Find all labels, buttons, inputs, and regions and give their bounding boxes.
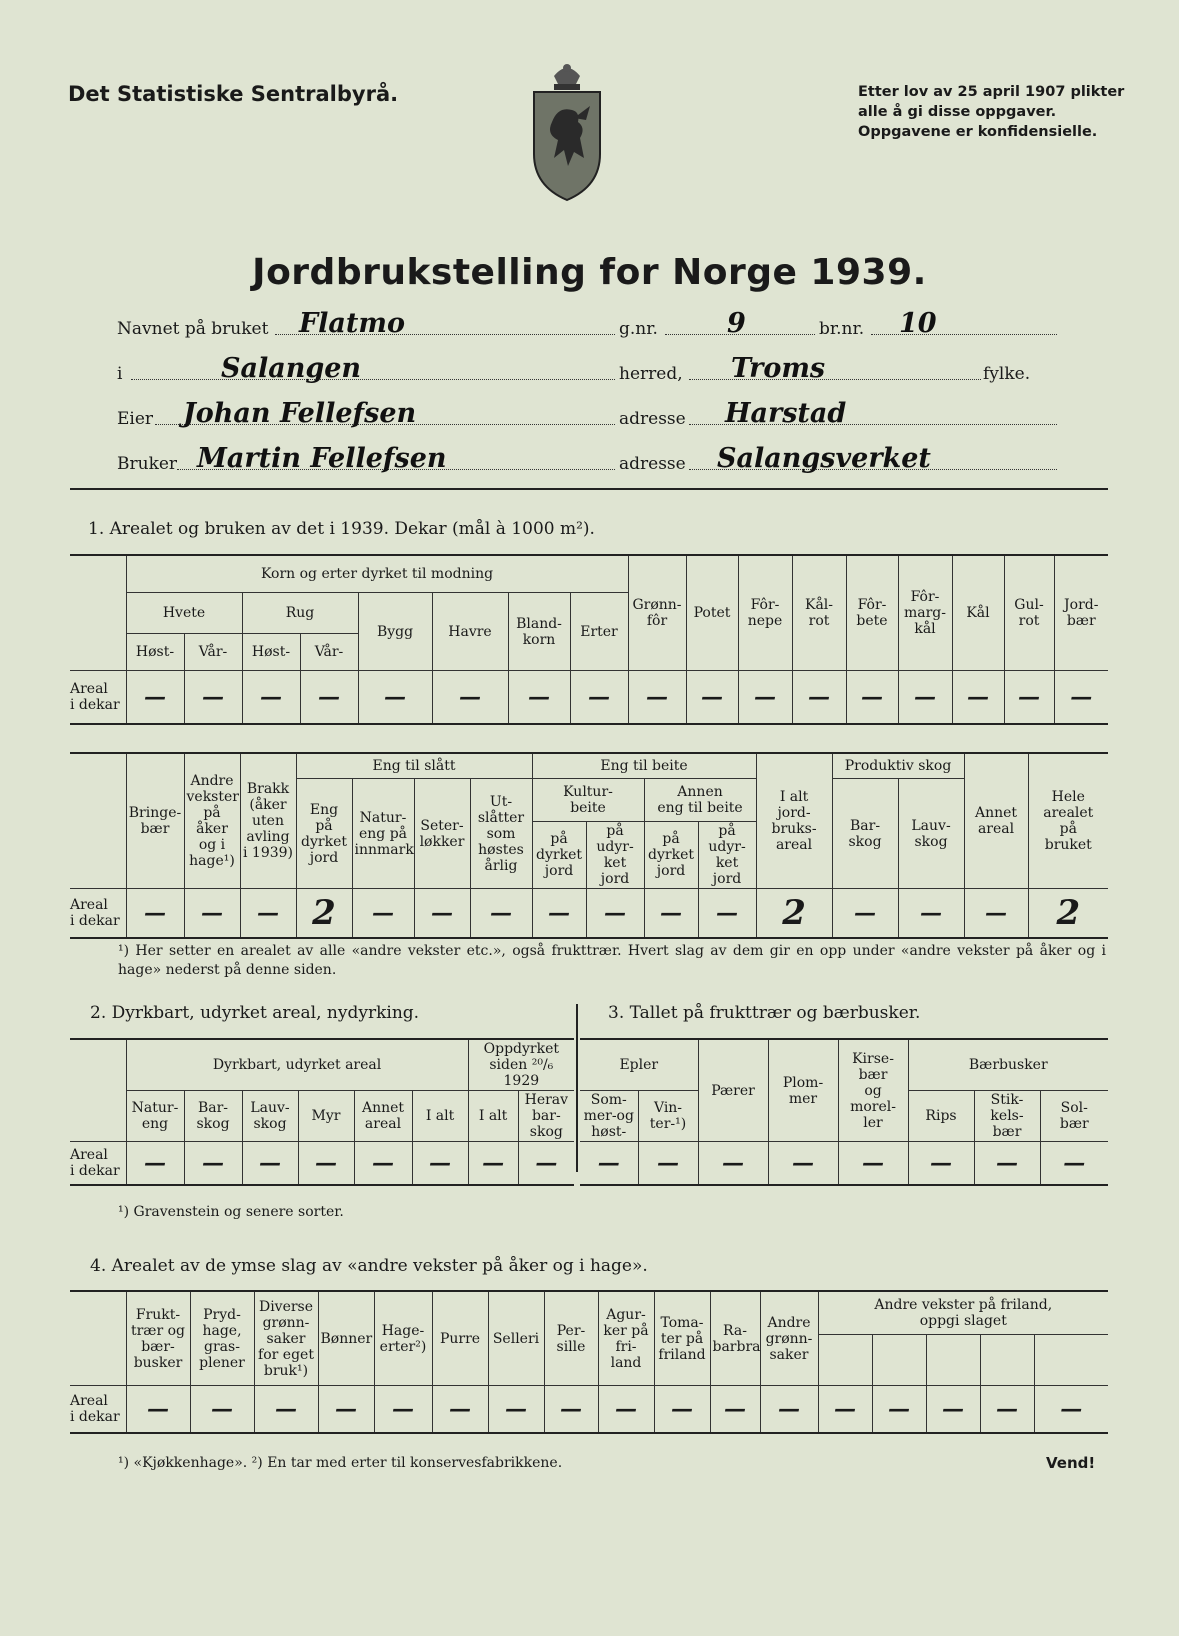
korn-header: Korn og erter dyrket til modning xyxy=(126,555,628,593)
annen-eng-header: Annen eng til beite xyxy=(644,779,756,822)
col-oppdyrket-ialt: I alt xyxy=(468,1091,518,1142)
value-cell[interactable]: — xyxy=(818,1386,872,1434)
confidentiality-notice xyxy=(858,82,1124,142)
value-cell[interactable]: — xyxy=(414,889,470,939)
col-ialt: I alt xyxy=(412,1091,468,1142)
value-cell[interactable]: — xyxy=(508,671,570,725)
herred-label: herred, xyxy=(619,364,683,384)
col-utslatter: Ut- slåtter som høstes årlig xyxy=(470,779,532,889)
col-hele-arealet: Hele arealet på bruket xyxy=(1028,753,1108,889)
col-hvete-host: Høst- xyxy=(126,634,184,671)
friland-blank-col[interactable] xyxy=(926,1335,980,1386)
col-agurker: Agur- ker på fri- land xyxy=(598,1291,654,1386)
friland-blank-col[interactable] xyxy=(818,1335,872,1386)
bruker-adresse-label: adresse xyxy=(619,454,686,474)
value-cell[interactable]: — xyxy=(126,889,184,939)
field-row-herred xyxy=(117,353,1057,386)
value-cell[interactable]: — xyxy=(242,671,300,725)
col-rug-host: Høst- xyxy=(242,634,300,671)
section-2-footnote: ¹) Gravenstein og senere sorter. xyxy=(118,1204,344,1220)
value-cell[interactable]: — xyxy=(644,889,698,939)
eier-label: Eier xyxy=(117,409,154,429)
col-hageerter: Hage- erter²) xyxy=(374,1291,432,1386)
col-rips: Rips xyxy=(908,1091,974,1142)
col-rug-var: Vår- xyxy=(300,634,358,671)
value-cell[interactable]: — xyxy=(532,889,586,939)
section-4-table xyxy=(70,1290,1108,1434)
col-lauvskog: Lauv- skog xyxy=(242,1091,298,1142)
bruker-label: Bruker xyxy=(117,454,178,474)
value-cell[interactable]: — xyxy=(190,1386,254,1434)
col-kalrot: Kål- rot xyxy=(792,555,846,671)
value-cell[interactable]: — xyxy=(432,671,508,725)
eier-value[interactable]: Johan Fellefsen xyxy=(183,398,417,429)
col-bonner: Bønner xyxy=(318,1291,374,1386)
brnr-value[interactable]: 10 xyxy=(899,308,937,339)
value-cell[interactable]: — xyxy=(358,671,432,725)
col-sommer-host: Som- mer-og høst- xyxy=(580,1091,638,1142)
value-cell[interactable]: — xyxy=(952,671,1004,725)
value-cell[interactable]: — xyxy=(254,1386,318,1434)
value-cell[interactable]: — xyxy=(544,1386,598,1434)
value-cell[interactable]: — xyxy=(908,1142,974,1186)
vend-note: Vend! xyxy=(1046,1454,1096,1472)
col-annet-areal: Annet areal xyxy=(354,1091,412,1142)
value-cell[interactable]: — xyxy=(240,889,296,939)
value-cell[interactable]: — xyxy=(126,671,184,725)
section-4-footnote: ¹) «Kjøkkenhage». ²) En tar med erter til konservesfabrikkene. xyxy=(118,1455,563,1471)
col-forbete: Fôr- bete xyxy=(846,555,898,671)
section-1-footnote: ¹) Her setter en arealet av alle «andre vekster etc.», også frukttrær. Hvert slag av dem gir en opp under «andre vekster på åker og i hage» nederst på denne siden. xyxy=(118,943,1106,978)
col-bringebaer: Bringe- bær xyxy=(126,753,184,889)
col-purre: Purre xyxy=(432,1291,488,1386)
value-cell[interactable]: — xyxy=(352,889,414,939)
col-tomater: Toma- ter på friland xyxy=(654,1291,710,1386)
row-label: Areal i dekar xyxy=(70,1386,126,1434)
col-barskog: Bar- skog xyxy=(832,779,898,889)
col-andre-gronnsaker: Andre grønn- saker xyxy=(760,1291,818,1386)
col-paerer: Pærer xyxy=(698,1039,768,1142)
col-diverse-gronnsaker: Diverse grønn- saker for eget bruk¹) xyxy=(254,1291,318,1386)
col-kultur-dyrket: på dyrket jord xyxy=(532,822,586,889)
value-cell[interactable]: — xyxy=(1034,1386,1108,1434)
section-4-heading: 4. Arealet av de ymse slag av «andre vekster på åker og i hage». xyxy=(90,1256,648,1276)
eng-slatt-header: Eng til slått xyxy=(296,753,532,779)
col-rabarbra: Ra- barbra xyxy=(710,1291,760,1386)
gnr-value[interactable]: 9 xyxy=(727,308,746,339)
field-row-bruk xyxy=(117,308,1057,341)
i-label: i xyxy=(117,364,123,384)
col-barskog: Bar- skog xyxy=(184,1091,242,1142)
col-gulrot: Gul- rot xyxy=(1004,555,1054,671)
friland-header: Andre vekster på friland, oppgi slaget xyxy=(818,1291,1108,1335)
col-selleri: Selleri xyxy=(488,1291,544,1386)
value-cell[interactable]: — xyxy=(488,1386,544,1434)
value-cell[interactable]: — xyxy=(792,671,846,725)
value-cell[interactable]: — xyxy=(698,889,756,939)
section-2-heading: 2. Dyrkbart, udyrket areal, nydyrking. xyxy=(90,1003,420,1023)
document-title: Jordbrukstelling for Norge 1939. xyxy=(252,252,927,293)
col-myr: Myr xyxy=(298,1091,354,1142)
col-vinter: Vin- ter-¹) xyxy=(638,1091,698,1142)
section-1-heading: 1. Arealet og bruken av det i 1939. Dekar (mål à 1000 m²). xyxy=(88,519,595,539)
kulturbeite-header: Kultur- beite xyxy=(532,779,644,822)
col-seterlokker: Seter- løkker xyxy=(414,779,470,889)
section-3-table xyxy=(580,1038,1108,1186)
value-cell[interactable]: — xyxy=(698,1142,768,1186)
col-kultur-udyrket: på udyr- ket jord xyxy=(586,822,644,889)
col-stikkelsbaer: Stik- kels- bær xyxy=(974,1091,1040,1142)
section-divider xyxy=(576,1004,578,1172)
value-cell[interactable]: — xyxy=(598,1386,654,1434)
col-ialt-jordbruk: I alt jord- bruks- areal xyxy=(756,753,832,889)
col-annet-areal: Annet areal xyxy=(964,753,1028,889)
section-3-heading: 3. Tallet på frukttrær og bærbusker. xyxy=(608,1003,921,1023)
notice-line: alle å gi disse oppgaver. xyxy=(858,104,1057,120)
value-cell[interactable]: — xyxy=(964,889,1028,939)
friland-blank-col[interactable] xyxy=(872,1335,926,1386)
fylke-label: fylke. xyxy=(983,364,1031,384)
col-fornepe: Fôr- nepe xyxy=(738,555,792,671)
rug-header: Rug xyxy=(242,593,358,634)
value-cell[interactable]: — xyxy=(318,1386,374,1434)
value-cell[interactable]: — xyxy=(974,1142,1040,1186)
section-1-table-land xyxy=(70,752,1108,939)
value-cell[interactable]: — xyxy=(838,1142,908,1186)
row-label: Areal i dekar xyxy=(70,889,126,939)
section-1-table-crops xyxy=(70,554,1108,725)
row-label: Areal i dekar xyxy=(70,671,126,725)
col-kal: Kål xyxy=(952,555,1004,671)
col-andre-vekster: Andre vekster på åker og i hage¹) xyxy=(184,753,240,889)
value-cell[interactable]: — xyxy=(184,889,240,939)
value-cell[interactable]: 2 xyxy=(296,889,352,939)
col-brakk: Brakk (åker uten avling i 1939) xyxy=(240,753,296,889)
value-cell[interactable]: — xyxy=(1004,671,1054,725)
value-cell[interactable]: — xyxy=(638,1142,698,1186)
value-cell[interactable]: — xyxy=(468,1142,518,1186)
value-cell[interactable]: — xyxy=(738,671,792,725)
value-cell[interactable]: — xyxy=(518,1142,574,1186)
value-cell[interactable]: — xyxy=(832,889,898,939)
value-cell[interactable]: — xyxy=(710,1386,760,1434)
value-cell[interactable]: — xyxy=(374,1386,432,1434)
eier-adresse-value[interactable]: Harstad xyxy=(725,398,847,429)
value-cell[interactable]: — xyxy=(686,671,738,725)
value-cell[interactable]: — xyxy=(354,1142,412,1186)
norwegian-coat-of-arms-icon xyxy=(528,62,606,202)
section-2-table xyxy=(70,1038,574,1186)
field-row-bruker xyxy=(117,443,1057,476)
value-cell[interactable]: — xyxy=(898,671,952,725)
notice-line: Oppgavene er konfidensielle. xyxy=(858,124,1098,140)
value-cell[interactable]: — xyxy=(846,671,898,725)
col-erter: Erter xyxy=(570,593,628,671)
col-annen-dyrket: på dyrket jord xyxy=(644,822,698,889)
gnr-label: g.nr. xyxy=(619,319,658,339)
oppdyrket-header: Oppdyrket siden ²⁰/₆ 1929 xyxy=(468,1039,574,1091)
value-cell[interactable]: — xyxy=(184,1142,242,1186)
value-cell[interactable]: — xyxy=(300,671,358,725)
value-cell[interactable]: — xyxy=(184,671,242,725)
col-potet: Potet xyxy=(686,555,738,671)
col-havre: Havre xyxy=(432,593,508,671)
hvete-header: Hvete xyxy=(126,593,242,634)
col-kirsebaer: Kirse- bær og morel- ler xyxy=(838,1039,908,1142)
epler-header: Epler xyxy=(580,1039,698,1091)
value-cell[interactable]: — xyxy=(760,1386,818,1434)
eng-beite-header: Eng til beite xyxy=(532,753,756,779)
bruker-adresse-value[interactable]: Salangsverket xyxy=(717,443,931,474)
col-gronnfor: Grønn- fôr xyxy=(628,555,686,671)
value-cell[interactable]: — xyxy=(580,1142,638,1186)
prod-skog-header: Produktiv skog xyxy=(832,753,964,779)
value-cell[interactable]: 2 xyxy=(756,889,832,939)
col-frukttraer: Frukt- trær og bær- busker xyxy=(126,1291,190,1386)
value-cell[interactable]: — xyxy=(126,1142,184,1186)
baerbusker-header: Bærbusker xyxy=(908,1039,1108,1091)
value-cell[interactable]: — xyxy=(298,1142,354,1186)
col-prydhage: Pryd- hage, gras- plener xyxy=(190,1291,254,1386)
col-naturenginnmark: Natur- eng på innmark xyxy=(352,779,414,889)
notice-line: Etter lov av 25 april 1907 plikter xyxy=(858,84,1125,100)
col-herav-barskog: Herav bar- skog xyxy=(518,1091,574,1142)
field-row-eier xyxy=(117,398,1057,431)
col-hvete-var: Vår- xyxy=(184,634,242,671)
col-plommer: Plom- mer xyxy=(768,1039,838,1142)
value-cell[interactable]: — xyxy=(1054,671,1108,725)
divider xyxy=(70,488,1108,490)
value-cell[interactable]: — xyxy=(242,1142,298,1186)
herred-value[interactable]: Salangen xyxy=(221,353,362,384)
col-formargkal: Fôr- marg- kål xyxy=(898,555,952,671)
value-cell[interactable]: — xyxy=(412,1142,468,1186)
value-cell[interactable]: — xyxy=(126,1386,190,1434)
col-persille: Per- sille xyxy=(544,1291,598,1386)
col-blandkorn: Bland- korn xyxy=(508,593,570,671)
col-eng-dyrket: Eng på dyrket jord xyxy=(296,779,352,889)
friland-blank-col[interactable] xyxy=(980,1335,1034,1386)
dyrkbart-header: Dyrkbart, udyrket areal xyxy=(126,1039,468,1091)
brnr-label: br.nr. xyxy=(819,319,865,339)
col-natureng: Natur- eng xyxy=(126,1091,184,1142)
value-cell[interactable]: 2 xyxy=(1028,889,1108,939)
value-cell[interactable]: — xyxy=(628,671,686,725)
value-cell[interactable]: — xyxy=(980,1386,1034,1434)
bruk-label: Navnet på bruket xyxy=(117,319,269,339)
value-cell[interactable]: — xyxy=(1040,1142,1108,1186)
value-cell[interactable]: — xyxy=(586,889,644,939)
value-cell[interactable]: — xyxy=(570,671,628,725)
row-label: Areal i dekar xyxy=(70,1142,126,1186)
value-cell[interactable]: — xyxy=(470,889,532,939)
value-cell[interactable]: — xyxy=(432,1386,488,1434)
value-cell[interactable]: — xyxy=(768,1142,838,1186)
value-cell[interactable]: — xyxy=(654,1386,710,1434)
col-annen-udyrket: på udyr- ket jord xyxy=(698,822,756,889)
fylke-value[interactable]: Troms xyxy=(731,353,826,384)
col-bygg: Bygg xyxy=(358,593,432,671)
value-cell[interactable]: — xyxy=(898,889,964,939)
col-solbaer: Sol- bær xyxy=(1040,1091,1108,1142)
organization-name: Det Statistiske Sentralbyrå. xyxy=(68,82,399,106)
col-lauvskog: Lauv- skog xyxy=(898,779,964,889)
bruk-value[interactable]: Flatmo xyxy=(299,308,405,339)
friland-blank-col[interactable] xyxy=(1034,1335,1108,1386)
bruker-value[interactable]: Martin Fellefsen xyxy=(197,443,447,474)
value-cell[interactable]: — xyxy=(872,1386,926,1434)
eier-adresse-label: adresse xyxy=(619,409,686,429)
col-jordbaer: Jord- bær xyxy=(1054,555,1108,671)
value-cell[interactable]: — xyxy=(926,1386,980,1434)
